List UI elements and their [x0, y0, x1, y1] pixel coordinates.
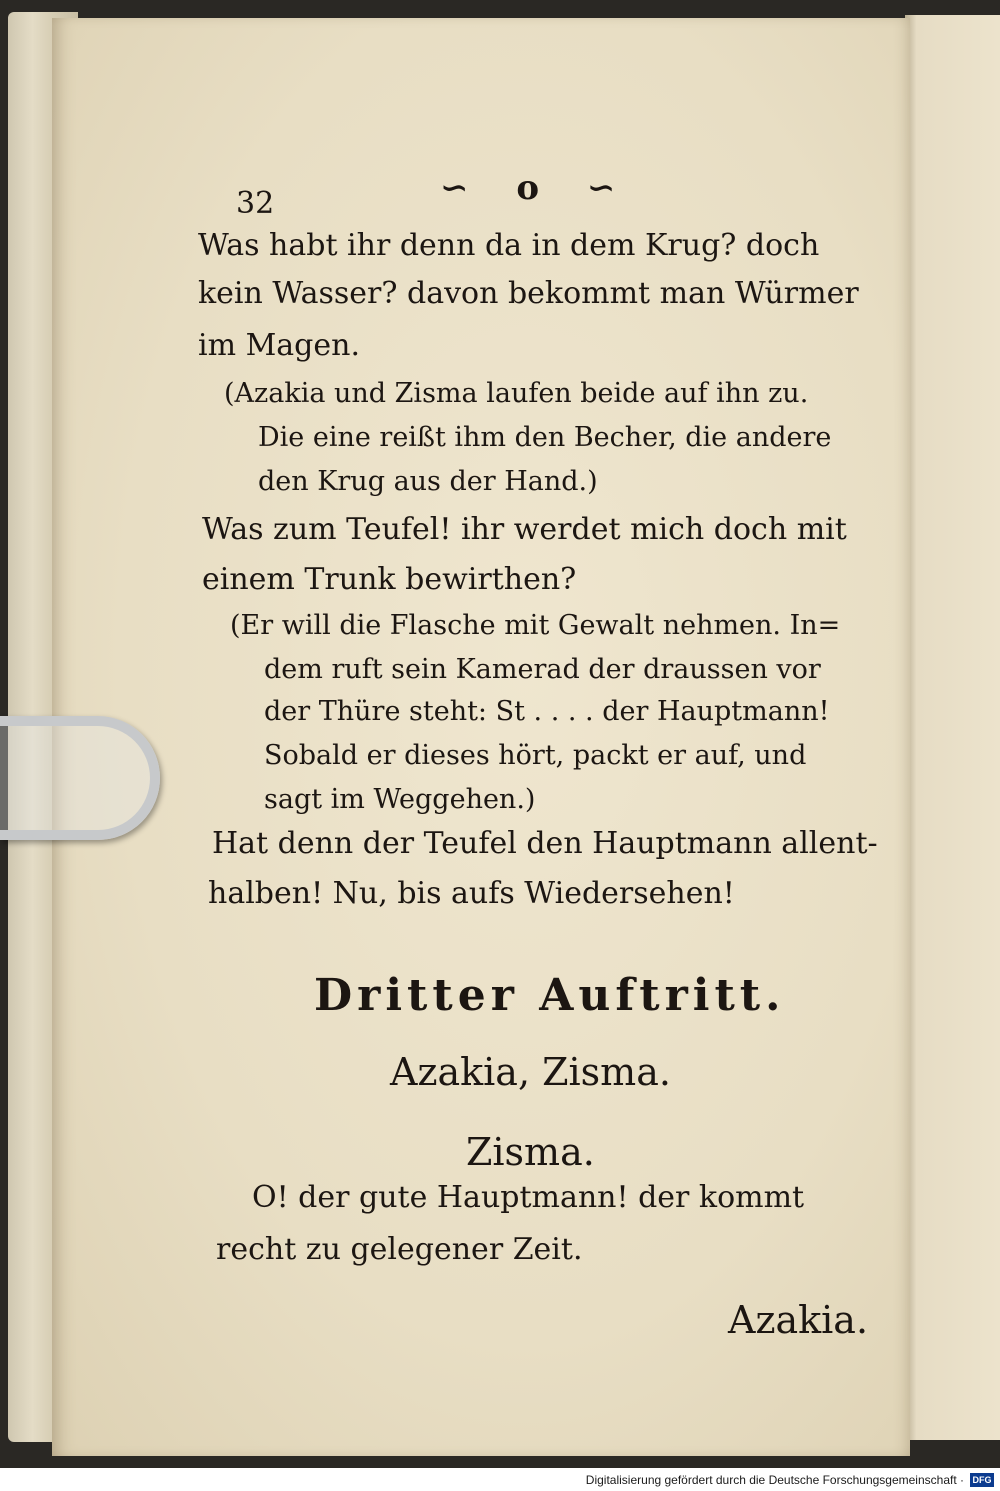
stage-direction-line: (Azakia und Zisma laufen beide auf ihn zu.	[224, 378, 809, 409]
page-number: 32	[236, 186, 275, 221]
stage-direction-line: den Krug aus der Hand.)	[258, 466, 598, 497]
dfg-logo: DFG	[970, 1473, 994, 1487]
text-line: einem Trunk bewirthen?	[202, 562, 577, 597]
paper-clip	[0, 716, 160, 840]
text-line: Was habt ihr denn da in dem Krug? doch	[198, 228, 820, 263]
stage-direction-line: (Er will die Flasche mit Gewalt nehmen. In=	[230, 610, 841, 641]
speaker-name: Zisma.	[466, 1130, 595, 1174]
stage-direction-line: sagt im Weggehen.)	[264, 784, 536, 815]
book-page	[52, 18, 910, 1456]
text-line: Hat denn der Teufel den Hauptmann allent-	[212, 826, 878, 861]
stage-direction-line: dem ruft sein Kamerad der draussen vor	[264, 654, 821, 685]
stage-direction-line: Sobald er dieses hört, packt er auf, und	[264, 740, 807, 771]
scene-heading: Dritter Auftritt.	[314, 970, 786, 1021]
text-line: halben! Nu, bis aufs Wiedersehen!	[208, 876, 735, 911]
character-list: Azakia, Zisma.	[390, 1050, 671, 1094]
digitization-credit: Digitalisierung gefördert durch die Deutsche Forschungsgemeinschaft ·	[585, 1473, 964, 1487]
facing-page	[905, 15, 1000, 1440]
catchword: Azakia.	[728, 1298, 869, 1342]
text-line: im Magen.	[198, 328, 360, 363]
speech-line: recht zu gelegener Zeit.	[216, 1232, 583, 1267]
header-ornament: ∽ o ∽	[440, 168, 634, 208]
speech-line: O! der gute Hauptmann! der kommt	[252, 1180, 805, 1215]
text-line: Was zum Teufel! ihr werdet mich doch mit	[202, 512, 847, 547]
text-line: kein Wasser? davon bekommt man Würmer	[198, 276, 859, 311]
stage-direction-line: der Thüre steht: St . . . . der Hauptmann!	[264, 696, 830, 727]
stage-direction-line: Die eine reißt ihm den Becher, die andere	[258, 422, 832, 453]
